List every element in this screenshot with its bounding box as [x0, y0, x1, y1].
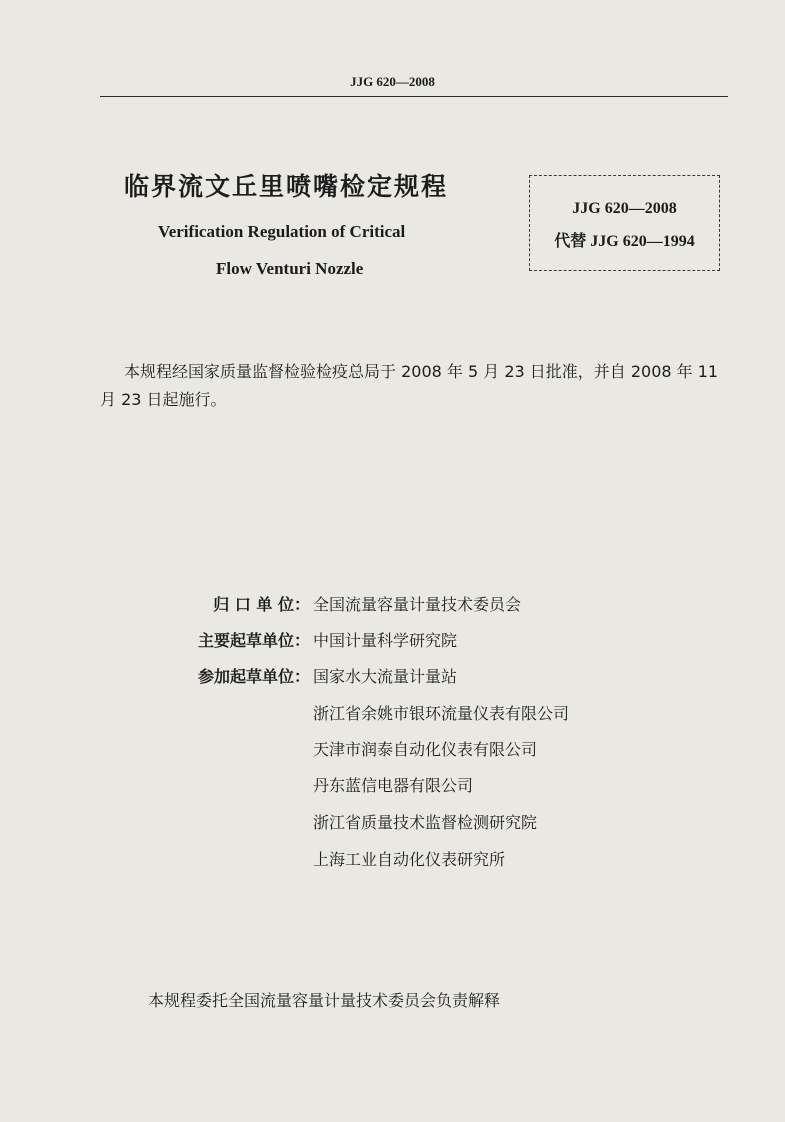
participating-unit-5: 浙江省质量技术监督检测研究院 — [313, 813, 538, 832]
participating-units-label: 参加起草单位： — [197, 667, 310, 686]
main-drafter-label: 主要起草单位： — [197, 631, 310, 650]
interpretation-note: 本规程委托全国流量容量计量技术委员会负责解释 — [148, 991, 501, 1010]
participating-unit-2: 浙江省余姚市银环流量仪表有限公司 — [313, 704, 570, 723]
main-drafter-value: 中国计量科学研究院 — [313, 631, 458, 650]
standard-code: JJG 620—2008 — [572, 200, 677, 217]
replaces-code: 代替 JJG 620—1994 — [554, 233, 695, 250]
title-english-line2: Flow Venturi Nozzle — [216, 259, 364, 278]
standard-code-box — [529, 175, 720, 271]
approval-statement: 本规程经国家质量监督检验检疫总局于 2008 年 5 月 23 日批准，并自 2008 年 11 月 23 日起施行。 — [100, 362, 719, 409]
participating-unit-3: 天津市润泰自动化仪表有限公司 — [313, 740, 538, 759]
responsible-unit-value: 全国流量容量计量技术委员会 — [313, 595, 522, 614]
participating-unit-4: 丹东蓝信电器有限公司 — [313, 776, 474, 795]
participating-unit-6: 上海工业自动化仪表研究所 — [313, 850, 506, 869]
title-english-line1: Verification Regulation of Critical — [158, 222, 406, 241]
participating-unit-1: 国家水大流量计量站 — [313, 667, 458, 686]
title-chinese: 临界流文丘里喷嘴检定规程 — [124, 172, 449, 201]
header-standard-code: JJG 620—2008 — [350, 74, 435, 89]
responsible-unit-label: 归 口 单 位： — [213, 595, 310, 614]
header-rule — [100, 96, 728, 97]
